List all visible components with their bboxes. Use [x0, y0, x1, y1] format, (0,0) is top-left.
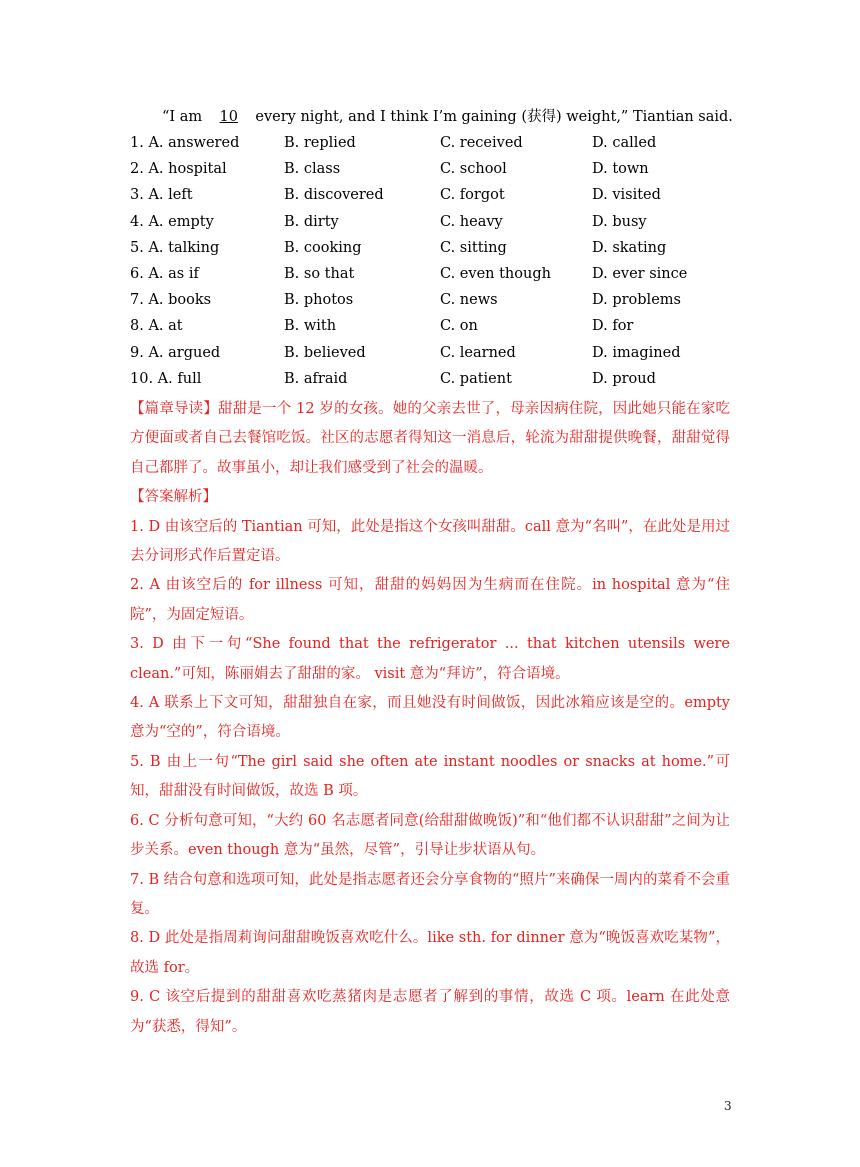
option-a: 6. A. as if — [130, 265, 199, 282]
option-row — [130, 290, 750, 316]
option-c: C. school — [440, 161, 507, 178]
option-a: 5. A. talking — [130, 239, 220, 256]
option-b: B. discovered — [284, 187, 384, 204]
option-b: B. replied — [284, 135, 356, 151]
option-b: B. class — [284, 161, 341, 178]
options-list — [130, 133, 750, 395]
option-b: B. believed — [284, 344, 366, 361]
option-c: C. learned — [440, 344, 516, 361]
option-d: D. called — [592, 135, 657, 151]
option-d: D. skating — [592, 239, 667, 256]
answer-explanation-1: 1. D 由该空后的 Tiantian 可知，此处是指这个女孩叫甜甜。call 意为“名叫”，在此处是用过去分词形式作后置定语。 — [130, 518, 730, 565]
passage-sentence — [162, 105, 733, 126]
option-d: D. proud — [592, 370, 656, 387]
option-row — [130, 133, 750, 159]
option-b: B. so that — [284, 265, 355, 282]
option-a: 4. A. empty — [130, 213, 214, 230]
option-c: C. sitting — [440, 239, 507, 256]
option-b: B. afraid — [284, 370, 348, 387]
option-c: C. received — [440, 135, 523, 151]
answer-explanation-8: 8. D 此处是指周莉询问甜甜晚饭喜欢吃什么。like sth. for dinner 意为“晚饭喜欢吃某物”，故选 for。 — [130, 930, 730, 976]
option-a: 7. A. books — [130, 292, 212, 309]
guide-text: 甜甜是一个 12 岁的女孩。她的父亲去世了，母亲因病住院，因此她只能在家吃方便面或者自己去餐馆吃饭。社区的志愿者得知这一消息后，轮流为甜甜提供晚餐，甜甜觉得自己都胖了。故事虽小，却让我们感受到了社会的温暖。 — [130, 401, 731, 476]
option-a: 2. A. hospital — [130, 161, 227, 178]
page-number: 3 — [724, 1099, 732, 1113]
option-row — [130, 238, 750, 264]
answer-explanation-2: 2. A 由该空后的 for illness 可知，甜甜的妈妈因为生病而在住院。in hospital 意为“住院”，为固定短语。 — [130, 577, 730, 623]
option-a: 1. A. answered — [130, 135, 240, 151]
option-c: C. heavy — [440, 213, 503, 230]
answer-explanation-6: 6. C 分析句意可知，“大约 60 名志愿者同意(给甜甜做晚饭)”和“他们都不认识甜甜”之间为让步关系。even though 意为“虽然，尽管”，引导让步状语从句。 — [130, 812, 730, 859]
option-row — [130, 185, 750, 211]
analysis-section — [130, 395, 730, 1042]
reading-guide — [130, 395, 730, 483]
sentence-start: “I am — [162, 109, 203, 125]
option-row — [130, 264, 750, 290]
answer-explanation-5: 5. B 由上一句“The girl said she often ate instant noodles or snacks at home.”可知，甜甜没有时间做饭，故选 B 项。 — [130, 753, 730, 800]
guide-label: 【篇章导读】 — [130, 401, 219, 417]
option-d: D. busy — [592, 213, 647, 230]
answers-heading: 【答案解析】 — [130, 489, 217, 506]
sentence-end: every night, and I think I’m gaining (获得) weight,” Tiantian said. — [255, 109, 733, 125]
option-row — [130, 343, 750, 369]
option-d: D. visited — [592, 187, 661, 204]
option-c: C. patient — [440, 370, 512, 387]
option-row — [130, 316, 750, 342]
option-a: 8. A. at — [130, 318, 183, 335]
option-b: B. dirty — [284, 213, 339, 230]
option-a: 3. A. left — [130, 187, 193, 204]
option-b: B. with — [284, 318, 337, 335]
option-row — [130, 369, 750, 395]
option-c: C. on — [440, 318, 478, 335]
option-d: D. ever since — [592, 265, 688, 282]
answer-explanation-9: 9. C 该空后提到的甜甜喜欢吃蒸猪肉是志愿者了解到的事情，故选 C 项。learn 在此处意为“获悉，得知”。 — [130, 989, 730, 1035]
answer-explanation-7: 7. B 结合句意和选项可知，此处是指志愿者还会分享食物的“照片”来确保一周内的菜肴不会重复。 — [130, 871, 730, 917]
option-b: B. cooking — [284, 239, 362, 256]
option-d: D. for — [592, 318, 634, 335]
blank-10: 10 — [219, 109, 238, 125]
option-d: D. imagined — [592, 344, 681, 361]
option-d: D. town — [592, 161, 649, 178]
option-row — [130, 212, 750, 238]
option-d: D. problems — [592, 292, 681, 309]
option-c: C. even though — [440, 265, 551, 282]
option-c: C. news — [440, 292, 498, 309]
answer-explanation-3: 3. D 由下一句“She found that the refrigerator ... that kitchen utensils were clean.”可知，陈丽娟去了甜甜的家。 visit 意为“拜访”，符合语境。 — [130, 636, 730, 682]
option-row — [130, 159, 750, 185]
option-c: C. forgot — [440, 187, 505, 204]
option-a: 10. A. full — [130, 370, 202, 387]
answer-explanation-4: 4. A 联系上下文可知，甜甜独自在家，而且她没有时间做饭，因此冰箱应该是空的。empty 意为“空的”，符合语境。 — [130, 695, 730, 741]
option-a: 9. A. argued — [130, 344, 221, 361]
option-b: B. photos — [284, 292, 354, 309]
